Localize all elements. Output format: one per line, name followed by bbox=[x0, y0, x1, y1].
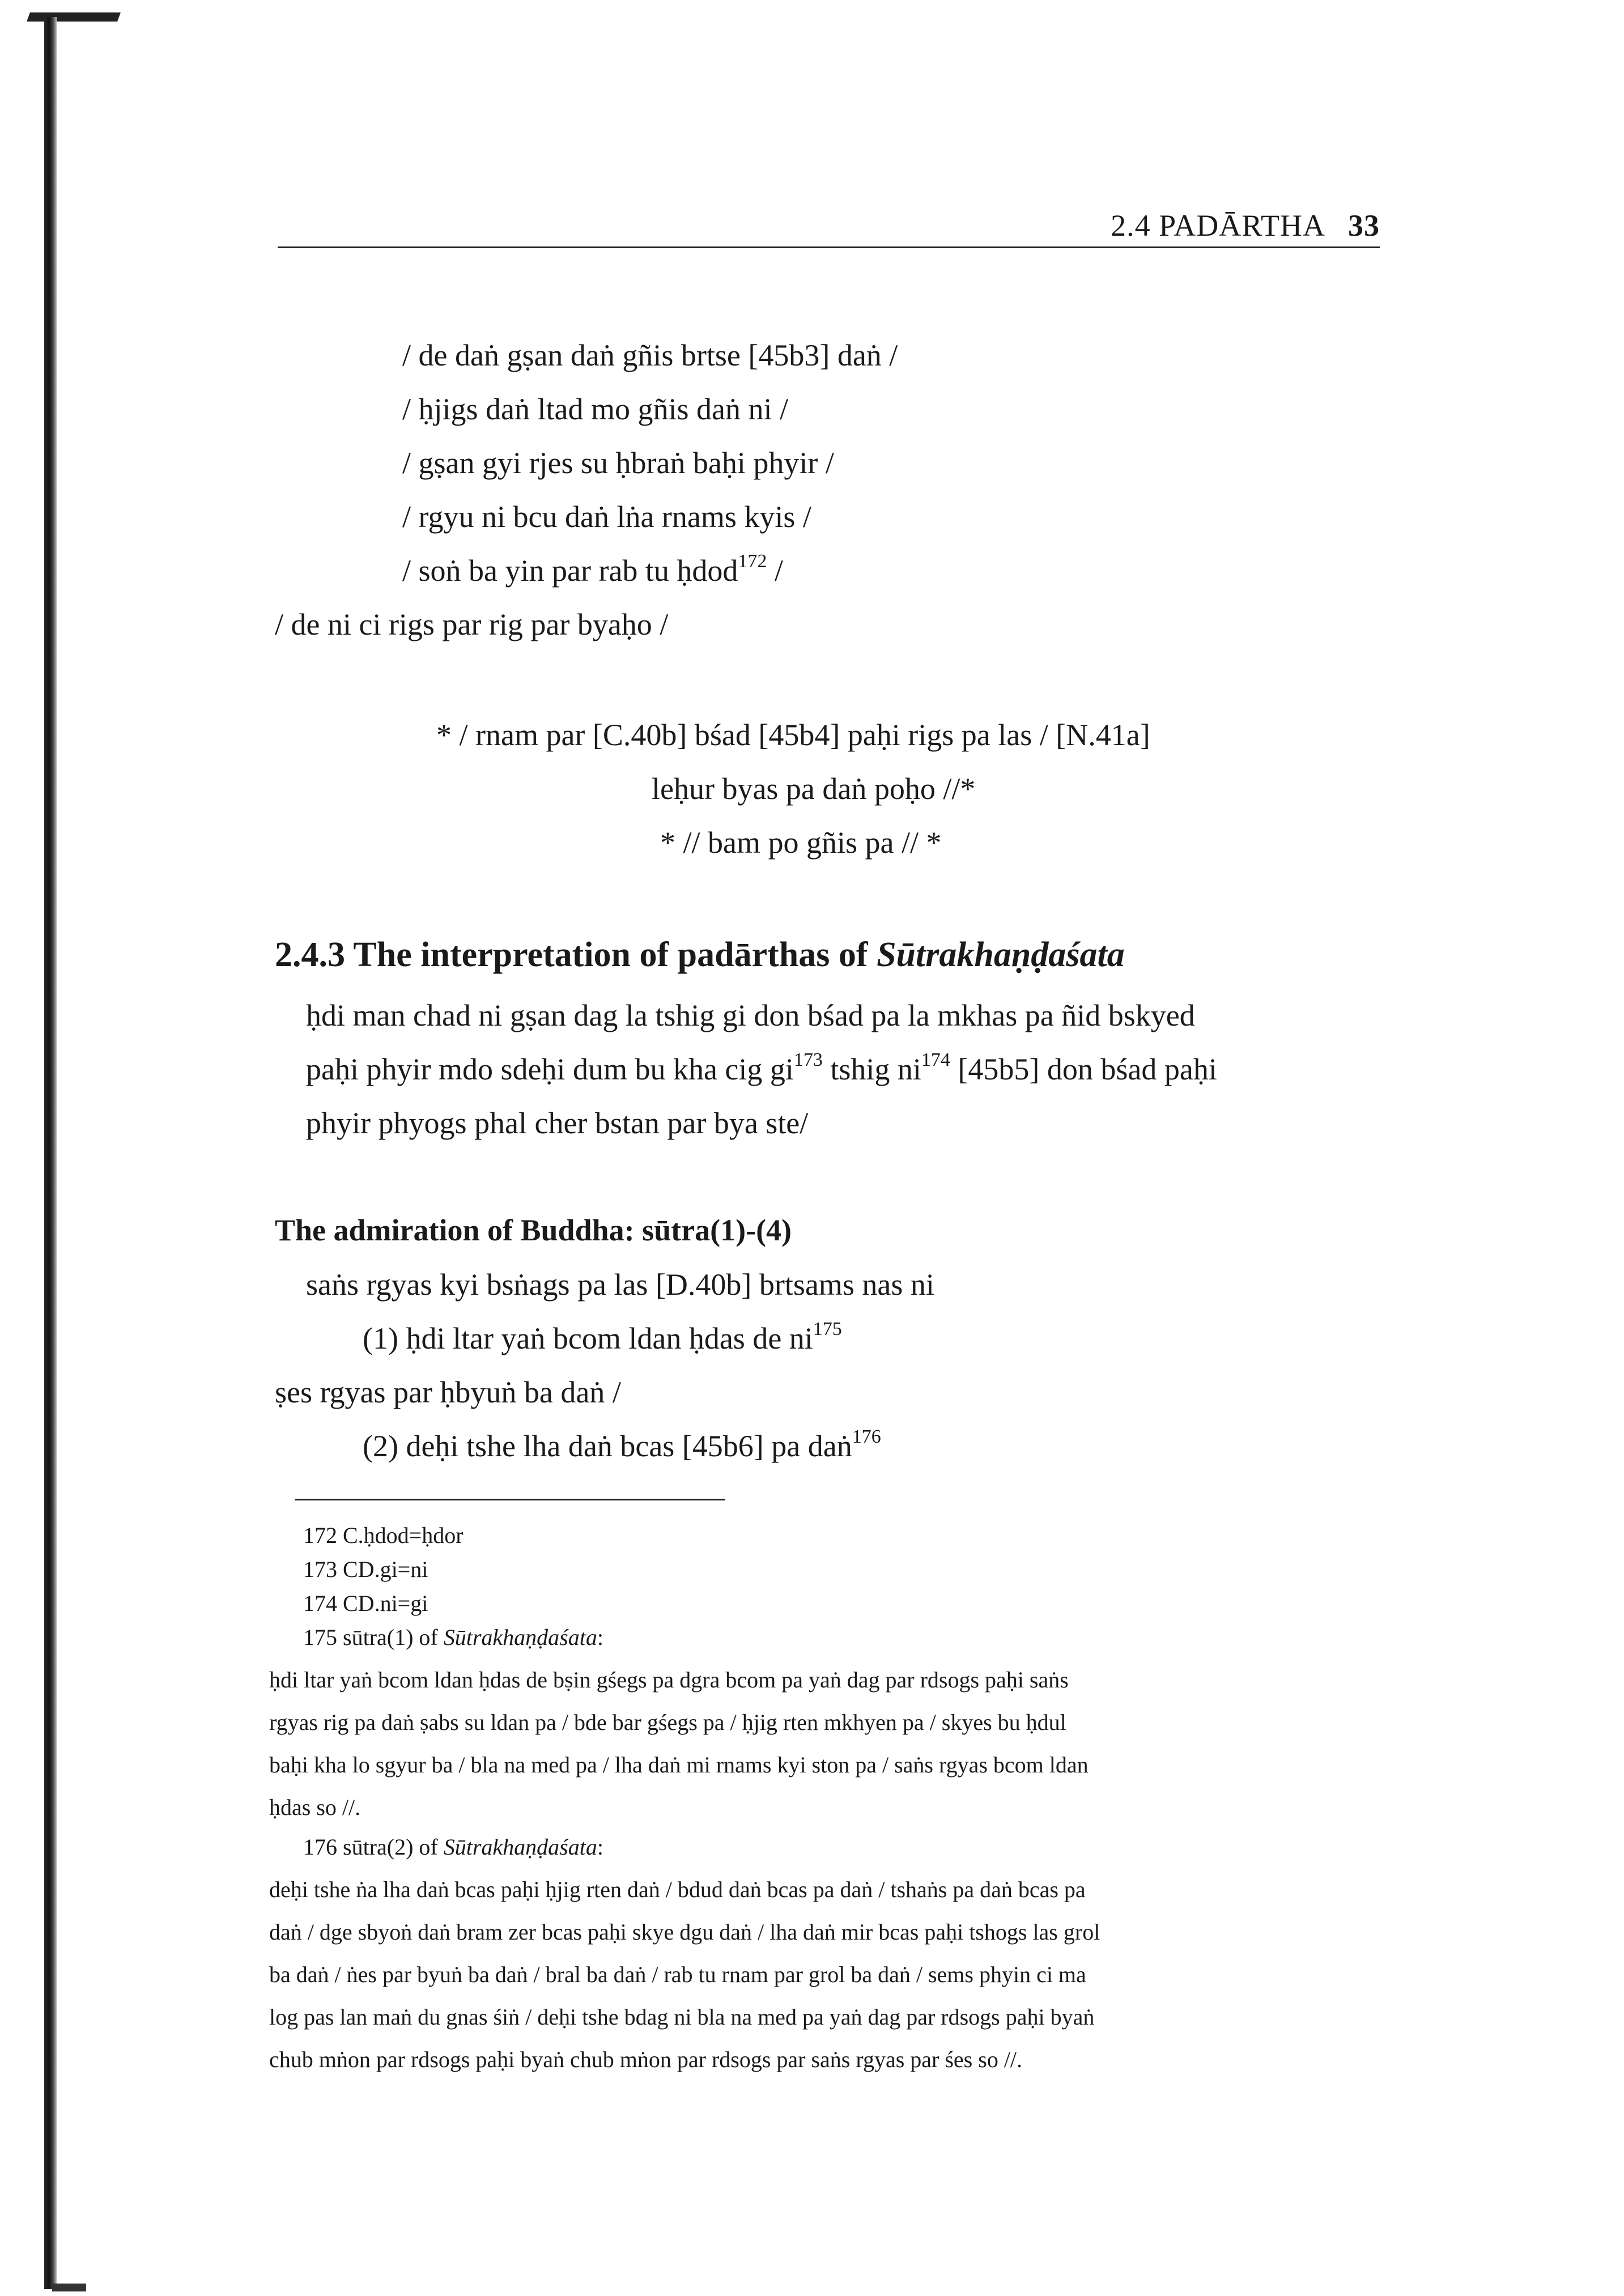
footnote-175-label bbox=[303, 1626, 603, 1649]
binding-edge-top bbox=[27, 12, 121, 22]
verse-line-4: / rgyu ni bcu daṅ lṅa rnams kyis / bbox=[402, 500, 811, 534]
footnote-ref-173: 173 bbox=[793, 1049, 823, 1070]
intro-line-1: ḥdi man chad ni gṣan dag la tshig gi don bśad pa la mkhas pa ñid bskyed bbox=[306, 998, 1195, 1032]
verse-line-5 bbox=[402, 551, 783, 588]
verse-line-5-tail: / bbox=[767, 554, 783, 588]
verse-line-5-text: / soṅ ba yin par rab tu ḥdod bbox=[402, 554, 738, 588]
page-number: 33 bbox=[1348, 209, 1380, 243]
intro-line-2a: paḥi phyir mdo sdeḥi dum bu kha cig gi bbox=[306, 1052, 794, 1086]
footnote-176-line-3: ba daṅ / ṅes par byuṅ ba daṅ / bral ba daṅ / rab tu rnam par grol ba daṅ / sems phyin ci ma bbox=[269, 1962, 1086, 1987]
footnote-176-line-4: log pas lan maṅ du gnas śiṅ / deḥi tshe bdag ni bla na med pa yaṅ dag par rdsogs paḥi byaṅ bbox=[269, 2004, 1095, 2030]
section-heading-italic: Sūtrakhaṇḍaśata bbox=[877, 936, 1125, 974]
body-line-1: saṅs rgyas kyi bsṅags pa las [D.40b] brtsams nas ni bbox=[306, 1268, 934, 1302]
colophon-line-3: * // bam po gñis pa // * bbox=[660, 826, 942, 860]
footnote-175-prefix: 175 sūtra(1) of bbox=[303, 1625, 444, 1650]
footnote-176-line-5: chub mṅon par rdsogs paḥi byaṅ chub mṅon par rdsogs par saṅs rgyas par śes so //. bbox=[269, 2047, 1023, 2072]
running-header bbox=[278, 207, 1380, 248]
section-heading-text: 2.4.3 The interpretation of padārthas of bbox=[275, 936, 877, 974]
verse-line-2: / ḥjigs daṅ ltad mo gñis daṅ ni / bbox=[402, 392, 788, 426]
binding-edge bbox=[44, 17, 57, 2289]
footnote-ref-172: 172 bbox=[738, 551, 767, 572]
intro-line-2b: tshig ni bbox=[822, 1052, 921, 1086]
colophon-line-2: leḥur byas pa daṅ poḥo //* bbox=[652, 772, 976, 806]
intro-line-2 bbox=[306, 1049, 1217, 1086]
footnote-176-line-1: deḥi tshe ṅa lha daṅ bcas paḥi ḥjig rten daṅ / bdud daṅ bcas pa daṅ / tshaṅs pa daṅ bcas pa bbox=[269, 1877, 1086, 1902]
footnote-ref-176: 176 bbox=[852, 1426, 881, 1447]
footnote-175-line-2: rgyas rig pa daṅ ṣabs su ldan pa / bde bar gśegs pa / ḥjig rten mkhyen pa / skyes bu ḥdul bbox=[269, 1710, 1066, 1735]
section-heading bbox=[275, 935, 1125, 975]
footnote-175-line-4: ḥdas so //. bbox=[269, 1795, 361, 1820]
body-line-3: ṣes rgyas par ḥbyuṅ ba daṅ / bbox=[275, 1375, 621, 1409]
verse-line-1: / de daṅ gṣan daṅ gñis brtse [45b3] daṅ / bbox=[402, 338, 898, 372]
intro-line-3: phyir phyogs phal cher bstan par bya ste/ bbox=[306, 1106, 809, 1140]
footnote-175-italic: Sūtrakhaṇḍaśata bbox=[443, 1625, 597, 1650]
body-line-4-text: (2) deḥi tshe lha daṅ bcas [45b6] pa daṅ bbox=[363, 1429, 852, 1463]
footnote-rule bbox=[295, 1499, 725, 1500]
footnote-174: 174 CD.ni=gi bbox=[303, 1591, 428, 1616]
footnote-176-line-2: daṅ / dge sbyoṅ daṅ bram zer bcas paḥi skye dgu daṅ / lha daṅ mir bcas paḥi tshogs las grol bbox=[269, 1919, 1100, 1945]
footnote-ref-174: 174 bbox=[921, 1049, 950, 1070]
verse-line-6: / de ni ci rigs par rig par byaḥo / bbox=[275, 607, 669, 641]
footnote-176-italic: Sūtrakhaṇḍaśata bbox=[443, 1834, 597, 1860]
body-line-4 bbox=[363, 1426, 881, 1463]
header-section: 2.4 PADĀRTHA bbox=[1111, 209, 1325, 243]
footnote-175-colon: : bbox=[597, 1625, 603, 1650]
footnote-173: 173 CD.gi=ni bbox=[303, 1557, 428, 1582]
footnote-176-label bbox=[303, 1836, 603, 1859]
colophon-line-1: * / rnam par [C.40b] bśad [45b4] paḥi rigs pa las / [N.41a] bbox=[436, 718, 1150, 752]
verse-line-3: / gṣan gyi rjes su ḥbraṅ baḥi phyir / bbox=[402, 446, 834, 480]
body-line-2 bbox=[363, 1319, 842, 1355]
body-line-2-text: (1) ḥdi ltar yaṅ bcom ldan ḥdas de ni bbox=[363, 1321, 813, 1355]
footnote-175-line-3: baḥi kha lo sgyur ba / bla na med pa / lha daṅ mi rnams kyi ston pa / saṅs rgyas bcom ldan bbox=[269, 1752, 1089, 1778]
footnote-176-prefix: 176 sūtra(2) of bbox=[303, 1834, 444, 1860]
footnote-ref-175: 175 bbox=[813, 1319, 842, 1340]
footnote-172: 172 C.ḥdod=ḥdor bbox=[303, 1523, 464, 1548]
intro-line-2c: [45b5] don bśad paḥi bbox=[950, 1052, 1217, 1086]
subheading: The admiration of Buddha: sūtra(1)-(4) bbox=[275, 1213, 792, 1247]
footnote-175-line-1: ḥdi ltar yaṅ bcom ldan ḥdas de bṣin gśegs pa dgra bcom pa yaṅ dag par rdsogs paḥi saṅs bbox=[269, 1667, 1069, 1693]
footnote-176-colon: : bbox=[597, 1834, 603, 1860]
binding-edge-bottom bbox=[52, 2284, 86, 2291]
header-text bbox=[1111, 208, 1380, 243]
